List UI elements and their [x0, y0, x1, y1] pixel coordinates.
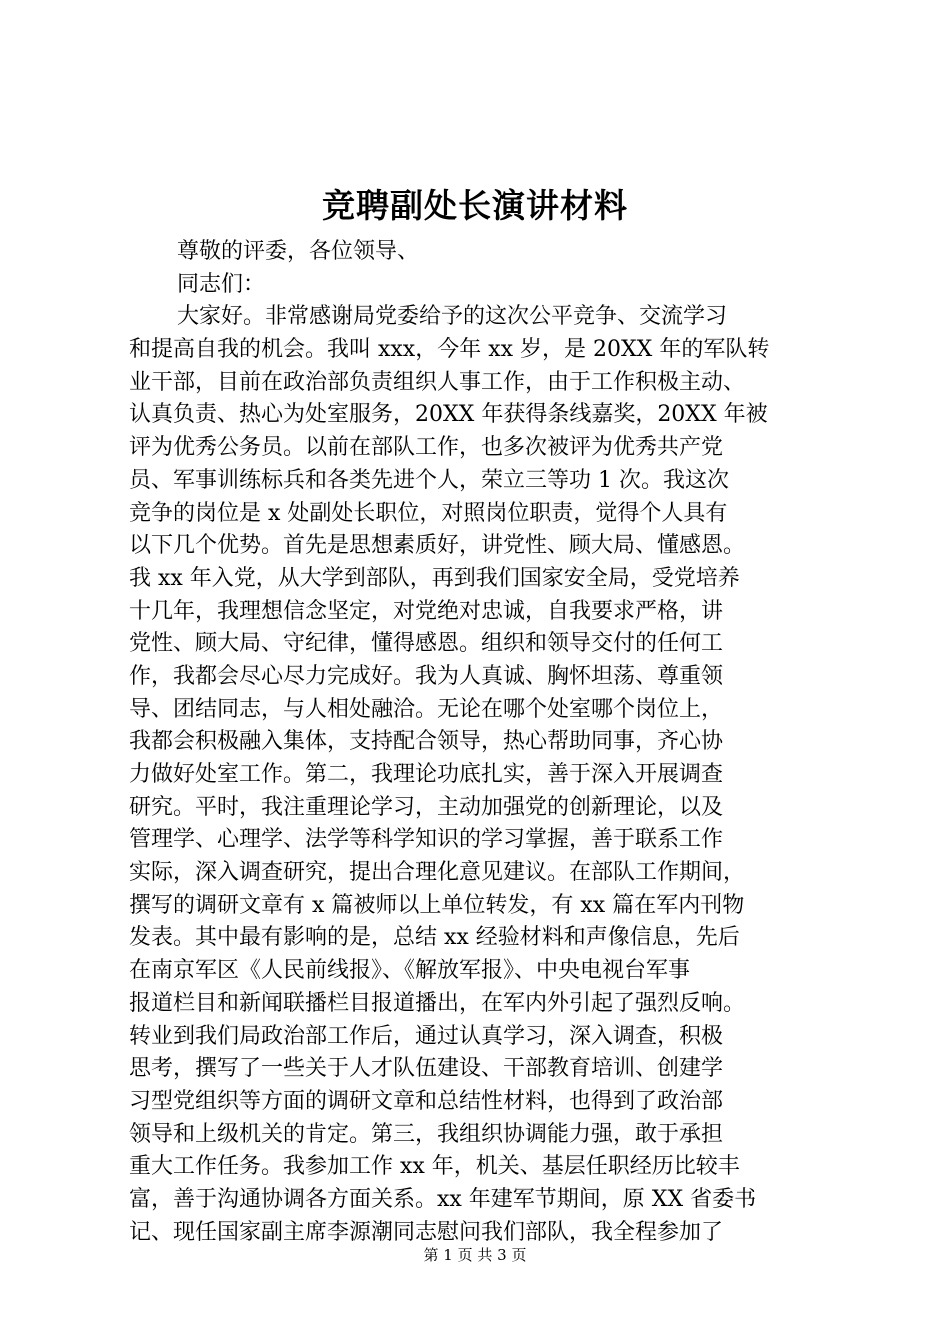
paragraph-line: 以下几个优势。首先是思想素质好，讲党性、顾大局、懂感恩。: [129, 533, 746, 559]
greeting-line: 同志们：: [177, 271, 266, 297]
paragraph-line: 和提高自我的机会。我叫 xxx，今年 xx 岁，是 20XX 年的军队转: [129, 337, 770, 363]
paragraph-line: 导、团结同志，与人相处融洽。无论在哪个处室哪个岗位上，: [129, 696, 724, 722]
page-footer: 第 1 页 共 3 页: [423, 1246, 527, 1264]
paragraph-line: 记、现任国家副主席李源潮同志慰问我们部队，我全程参加了: [129, 1219, 724, 1245]
paragraph-line: 竞争的岗位是 x 处副处长职位，对照岗位职责，觉得个人具有: [129, 500, 728, 526]
paragraph-line: 管理学、心理学、法学等科学知识的学习掌握，善于联系工作: [129, 827, 724, 853]
document-body: [129, 236, 829, 1249]
paragraph-line: 评为优秀公务员。以前在部队工作，也多次被评为优秀共产党: [129, 435, 724, 461]
paragraph-line: 党性、顾大局、守纪律，懂得感恩。组织和领导交付的任何工: [129, 631, 724, 657]
paragraph-line: 富，善于沟通协调各方面关系。xx 年建军节期间，原 XX 省委书: [129, 1186, 757, 1212]
paragraph-line: 力做好处室工作。第二，我理论功底扎实，善于深入开展调查: [129, 762, 724, 787]
paragraph-line: 员、军事训练标兵和各类先进个人，荣立三等功 1 次。我这次: [129, 467, 729, 493]
paragraph-line: 转业到我们局政治部工作后，通过认真学习，深入调查，积极: [129, 1023, 724, 1049]
paragraph-line: 作，我都会尽心尽力完成好。我为人真诚、胸怀坦荡、尊重领: [129, 663, 724, 689]
paragraph-line: 认真负责、热心为处室服务，20XX 年获得条线嘉奖，20XX 年被: [129, 402, 768, 428]
paragraph-line: 撰写的调研文章有 x 篇被师以上单位转发，有 xx 篇在军内刊物: [129, 892, 745, 918]
paragraph-line: 思考，撰写了一些关于人才队伍建设、干部教育培训、创建学: [129, 1056, 724, 1082]
document-title: 竞聘副处长演讲材料: [322, 186, 628, 225]
paragraph-first-line: 大家好。非常感谢局党委给予的这次公平竞争、交流学习: [177, 304, 728, 330]
paragraph-line: 十几年，我理想信念坚定，对党绝对忠诚，自我要求严格，讲: [129, 598, 724, 624]
paragraph-line: 在南京军区《人民前线报》、《解放军报》、中央电视台军事: [129, 958, 691, 984]
paragraph-line: 领导和上级机关的肯定。第三，我组织协调能力强，敢于承担: [129, 1121, 724, 1147]
paragraph-line: 业干部，目前在政治部负责组织人事工作，由于工作积极主动、: [129, 369, 746, 395]
paragraph-line: 我都会积极融入集体，支持配合领导，热心帮助同事，齐心协: [129, 729, 724, 755]
paragraph-line: 我 xx 年入党，从大学到部队，再到我们国家安全局，受党培养: [129, 565, 740, 591]
paragraph-line: 研究。平时，我注重理论学习，主动加强党的创新理论，以及: [129, 794, 724, 820]
paragraph-line: 重大工作任务。我参加工作 xx 年，机关、基层任职经历比较丰: [129, 1154, 740, 1180]
paragraph-line: 发表。其中最有影响的是，总结 xx 经验材料和声像信息，先后: [129, 925, 740, 951]
paragraph-line: 习型党组织等方面的调研文章和总结性材料，也得到了政治部: [129, 1088, 724, 1114]
greeting-line: 尊敬的评委，各位领导、: [177, 239, 420, 264]
paragraph-line: 实际，深入调查研究，提出合理化意见建议。在部队工作期间，: [129, 860, 746, 886]
paragraph-line: 报道栏目和新闻联播栏目报道播出，在军内外引起了强烈反响。: [129, 990, 746, 1016]
